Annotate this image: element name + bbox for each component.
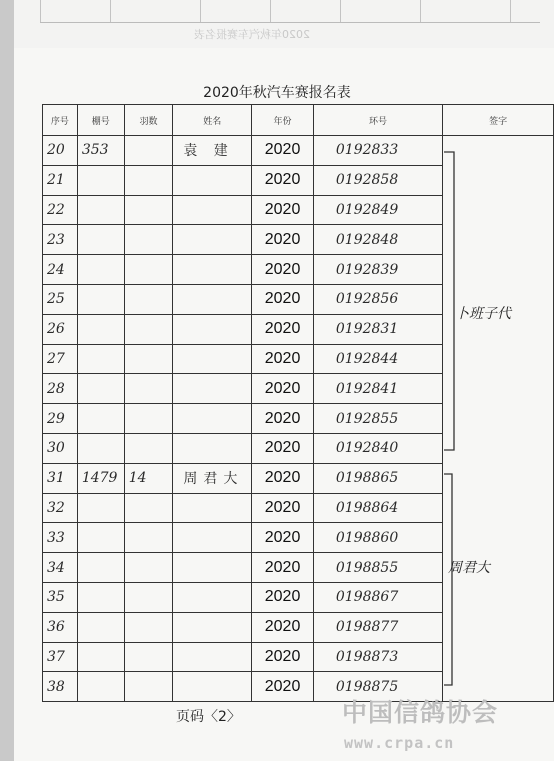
table-row bbox=[43, 255, 554, 285]
cell-name bbox=[173, 374, 252, 404]
cell-name bbox=[173, 165, 252, 195]
cell-feathers bbox=[124, 314, 173, 344]
cell-shed bbox=[77, 493, 124, 523]
cell-feathers bbox=[124, 404, 173, 434]
cell-shed bbox=[77, 314, 124, 344]
cell-seq: 32 bbox=[43, 493, 78, 523]
cell-shed bbox=[77, 404, 124, 434]
cell-seq: 20 bbox=[43, 136, 78, 166]
cell-ring: 0192841 bbox=[313, 374, 442, 404]
cell-seq: 30 bbox=[43, 433, 78, 463]
signature-group-1: 卜班子代 bbox=[455, 306, 511, 322]
cell-seq: 24 bbox=[43, 255, 78, 285]
cell-ring: 0198867 bbox=[313, 582, 442, 612]
cell-feathers bbox=[124, 344, 173, 374]
table-row bbox=[43, 433, 554, 463]
cell-ring: 0198864 bbox=[313, 493, 442, 523]
cell-seq: 26 bbox=[43, 314, 78, 344]
brace-group-2 bbox=[440, 470, 470, 700]
cell-shed bbox=[77, 612, 124, 642]
cell-ring: 0192831 bbox=[313, 314, 442, 344]
table-header-row bbox=[43, 105, 554, 136]
cell-ring: 0198875 bbox=[313, 672, 442, 702]
table-row bbox=[43, 523, 554, 553]
cell-year: 2020 bbox=[252, 225, 314, 255]
header-year: 年份 bbox=[252, 105, 314, 136]
cell-shed bbox=[77, 582, 124, 612]
cell-feathers bbox=[124, 225, 173, 255]
form-title: 2020年秋汽车赛报名表 bbox=[203, 85, 351, 101]
cell-year: 2020 bbox=[252, 582, 314, 612]
cell-ring: 0192840 bbox=[313, 433, 442, 463]
cell-name bbox=[173, 493, 252, 523]
cell-shed bbox=[77, 195, 124, 225]
cell-year: 2020 bbox=[252, 672, 314, 702]
cell-shed: 353 bbox=[77, 136, 124, 166]
cell-seq: 27 bbox=[43, 344, 78, 374]
cell-seq: 25 bbox=[43, 284, 78, 314]
table-row bbox=[43, 344, 554, 374]
cell-ring: 0192855 bbox=[313, 404, 442, 434]
cell-ring: 0198877 bbox=[313, 612, 442, 642]
header-ring: 环号 bbox=[313, 105, 442, 136]
cell-year: 2020 bbox=[252, 314, 314, 344]
cell-shed bbox=[77, 374, 124, 404]
header-signature: 签字 bbox=[443, 105, 554, 136]
cell-ring: 0198865 bbox=[313, 463, 442, 493]
cell-ring: 0192858 bbox=[313, 165, 442, 195]
cell-name: 袁 建 bbox=[173, 136, 252, 166]
header-feathers: 羽数 bbox=[124, 105, 173, 136]
cell-year: 2020 bbox=[252, 493, 314, 523]
cell-feathers: 14 bbox=[124, 463, 173, 493]
cell-ring: 0192844 bbox=[313, 344, 442, 374]
cell-year: 2020 bbox=[252, 433, 314, 463]
cell-ring: 0198873 bbox=[313, 642, 442, 672]
cell-feathers bbox=[124, 165, 173, 195]
cell-seq: 36 bbox=[43, 612, 78, 642]
bleed-through-grid bbox=[40, 0, 540, 23]
cell-year: 2020 bbox=[252, 404, 314, 434]
table-row bbox=[43, 195, 554, 225]
table-row bbox=[43, 225, 554, 255]
bleed-through-text: 2020年秋汽车赛报名表 bbox=[194, 28, 310, 41]
cell-feathers bbox=[124, 553, 173, 583]
bleed-through-area bbox=[14, 0, 554, 48]
cell-name bbox=[173, 642, 252, 672]
cell-ring: 0192833 bbox=[313, 136, 442, 166]
cell-shed bbox=[77, 553, 124, 583]
watermark-url: www.crpa.cn bbox=[344, 734, 455, 752]
cell-feathers bbox=[124, 642, 173, 672]
cell-name bbox=[173, 553, 252, 583]
page-number: 页码〈2〉 bbox=[176, 709, 241, 725]
watermark-logo-text: 中国信鸽协会 bbox=[342, 698, 499, 727]
cell-ring: 0192849 bbox=[313, 195, 442, 225]
cell-year: 2020 bbox=[252, 642, 314, 672]
cell-seq: 33 bbox=[43, 523, 78, 553]
cell-shed bbox=[77, 165, 124, 195]
table-row bbox=[43, 136, 554, 166]
cell-feathers bbox=[124, 195, 173, 225]
cell-year: 2020 bbox=[252, 553, 314, 583]
cell-feathers bbox=[124, 374, 173, 404]
cell-feathers bbox=[124, 136, 173, 166]
cell-shed bbox=[77, 344, 124, 374]
cell-name bbox=[173, 404, 252, 434]
table-row bbox=[43, 165, 554, 195]
cell-feathers bbox=[124, 612, 173, 642]
cell-ring: 0192839 bbox=[313, 255, 442, 285]
cell-shed: 1479 bbox=[77, 463, 124, 493]
header-seq: 序号 bbox=[43, 105, 78, 136]
signature-group-2: 周君大 bbox=[448, 560, 490, 576]
cell-name bbox=[173, 582, 252, 612]
cell-seq: 23 bbox=[43, 225, 78, 255]
table-row bbox=[43, 612, 554, 642]
cell-seq: 34 bbox=[43, 553, 78, 583]
table-row bbox=[43, 582, 554, 612]
cell-name: 周君大 bbox=[173, 463, 252, 493]
cell-feathers bbox=[124, 284, 173, 314]
cell-feathers bbox=[124, 672, 173, 702]
cell-seq: 35 bbox=[43, 582, 78, 612]
cell-feathers bbox=[124, 523, 173, 553]
cell-seq: 22 bbox=[43, 195, 78, 225]
registration-table bbox=[42, 104, 554, 702]
cell-name bbox=[173, 314, 252, 344]
cell-shed bbox=[77, 523, 124, 553]
cell-year: 2020 bbox=[252, 195, 314, 225]
cell-feathers bbox=[124, 255, 173, 285]
cell-shed bbox=[77, 225, 124, 255]
header-shed: 棚号 bbox=[77, 105, 124, 136]
cell-name bbox=[173, 612, 252, 642]
cell-seq: 29 bbox=[43, 404, 78, 434]
cell-year: 2020 bbox=[252, 344, 314, 374]
cell-feathers bbox=[124, 493, 173, 523]
cell-shed bbox=[77, 672, 124, 702]
cell-name bbox=[173, 433, 252, 463]
cell-name bbox=[173, 255, 252, 285]
cell-feathers bbox=[124, 433, 173, 463]
cell-shed bbox=[77, 433, 124, 463]
cell-seq: 28 bbox=[43, 374, 78, 404]
cell-year: 2020 bbox=[252, 612, 314, 642]
cell-shed bbox=[77, 642, 124, 672]
header-name: 姓名 bbox=[173, 105, 252, 136]
table-row bbox=[43, 374, 554, 404]
cell-name bbox=[173, 225, 252, 255]
cell-name bbox=[173, 344, 252, 374]
cell-seq: 37 bbox=[43, 642, 78, 672]
cell-name bbox=[173, 195, 252, 225]
cell-ring: 0198855 bbox=[313, 553, 442, 583]
cell-year: 2020 bbox=[252, 255, 314, 285]
cell-year: 2020 bbox=[252, 374, 314, 404]
cell-name bbox=[173, 672, 252, 702]
cell-ring: 0192848 bbox=[313, 225, 442, 255]
table-row bbox=[43, 642, 554, 672]
cell-seq: 21 bbox=[43, 165, 78, 195]
table-row bbox=[43, 493, 554, 523]
cell-year: 2020 bbox=[252, 523, 314, 553]
cell-year: 2020 bbox=[252, 463, 314, 493]
cell-ring: 0198860 bbox=[313, 523, 442, 553]
cell-name bbox=[173, 523, 252, 553]
table-row bbox=[43, 404, 554, 434]
cell-seq: 38 bbox=[43, 672, 78, 702]
cell-shed bbox=[77, 255, 124, 285]
cell-feathers bbox=[124, 582, 173, 612]
cell-name bbox=[173, 284, 252, 314]
cell-ring: 0192856 bbox=[313, 284, 442, 314]
table-row bbox=[43, 463, 554, 493]
cell-year: 2020 bbox=[252, 165, 314, 195]
cell-year: 2020 bbox=[252, 284, 314, 314]
cell-seq: 31 bbox=[43, 463, 78, 493]
cell-year: 2020 bbox=[252, 136, 314, 166]
cell-shed bbox=[77, 284, 124, 314]
